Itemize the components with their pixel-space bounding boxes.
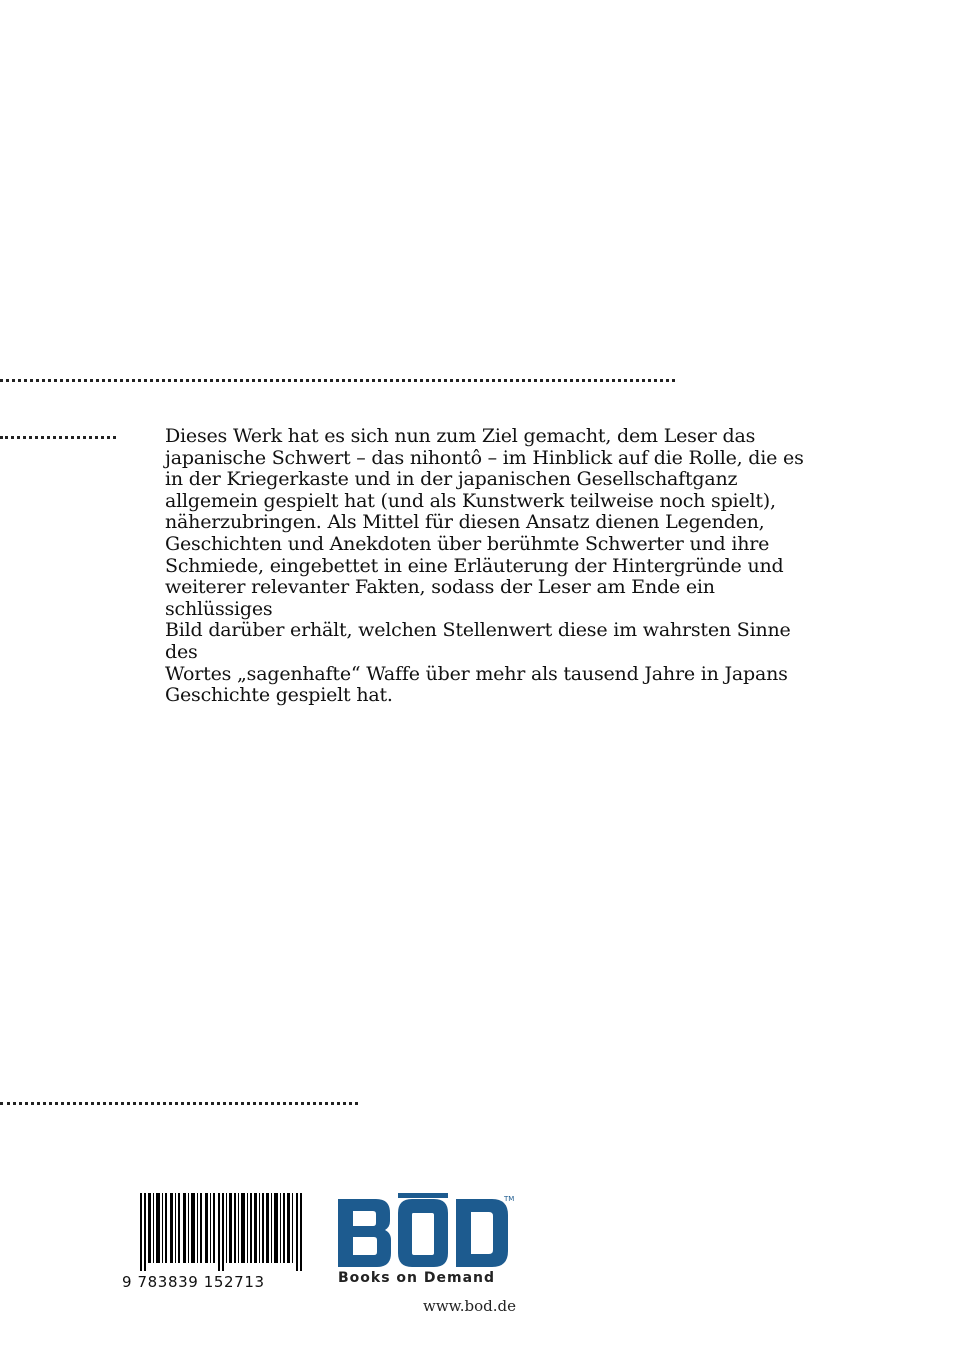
- publisher-url[interactable]: www.bod.de: [423, 1297, 516, 1315]
- back-cover-blurb: [165, 426, 815, 707]
- dotted-rule-left: [0, 436, 116, 439]
- dotted-rule-top: [0, 379, 675, 382]
- isbn-barcode: [122, 1193, 304, 1291]
- dotted-rule-bottom: [0, 1102, 358, 1105]
- bod-logo: [336, 1193, 514, 1271]
- publisher-tagline: Books on Demand: [338, 1270, 496, 1286]
- barcode-bars: [140, 1193, 305, 1271]
- isbn-digits: 9 783839 152713: [122, 1273, 265, 1291]
- blurb-text: Dieses Werk hat es sich nun zum Ziel gemacht, dem Leser das japanische Schwert – das nihontô – im Hinblick auf die Rolle, die es in der Kriegerkaste und in der japanischen Gesellschaftganz allgemein gespielt hat (und als Kunstwerk teilweise noch spielt), näherzubringen. Als Mittel für diesen Ansatz dienen Legenden, Geschichten und Anekdoten über berühmte Schwerter und ihre Schmiede, eingebettet in eine Erläuterung der Hintergründe und weiterer relevanter Fakten, sodass der Leser am Ende ein schlüssiges Bild darüber erhält, welchen Stellenwert diese im wahrsten Sinne des Wortes „sagenhafte“ Waffe über mehr als tausend Jahre in Japans Geschichte gespielt hat.: [165, 425, 804, 707]
- trademark-mark: TM: [504, 1195, 514, 1203]
